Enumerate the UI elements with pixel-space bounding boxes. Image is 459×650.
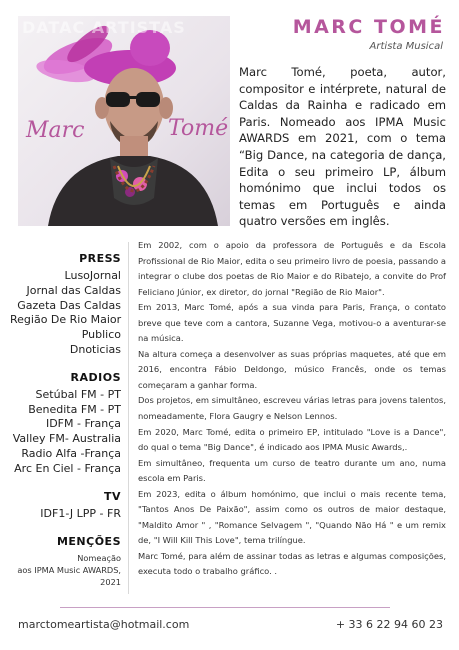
press-item: LusoJornal <box>64 269 121 282</box>
artist-name: MARC TOMÉ <box>292 16 445 38</box>
mentions-section <box>10 535 121 588</box>
press-title: PRESS <box>79 252 121 265</box>
radio-item: Arc En Ciel - França <box>14 461 121 475</box>
biography-paragraph: Em 2013, Marc Tomé, após a sua vinda para Paris, França, o contato breve que teve com a cantora, Suzanne Vega, motivou-o a aventurar-se na música. <box>138 302 446 344</box>
biography-paragraph: Em simultâneo, frequenta um curso de teatro durante um ano, numa escola em Paris. <box>138 457 446 484</box>
radio-item: Valley FM- Australia <box>12 432 121 446</box>
press-item: Dnoticias <box>69 342 121 356</box>
biography-paragraph: Dos projetos, em simultâneo, escreveu várias letras para jovens talentos, nomeadamente, Flora Gaugry e Nelson Lennos. <box>138 395 446 422</box>
biography-paragraph: Em 2002, com o apoio da professora de Português e da Escola Profissional de Rio Maior, edita o seu primeiro livro de poesia, passando a integrar o clube dos poetas de Rio Maior e do Ribatejo, a convite do Prof Feliciano Júnior, ex diretor, do jornal "Região de Rio Maior". <box>138 240 446 297</box>
signature-last-name: Tomé <box>168 116 229 141</box>
mention-line: Nomeação <box>77 553 121 564</box>
artist-photo <box>18 16 230 226</box>
radios-title: RADIOS <box>70 370 121 384</box>
radio-item: Benedita FM - PT <box>28 402 121 416</box>
artist-bio: Marc Tomé, poeta, autor, compositor e intérprete, natural de Caldas da Rainha e radicado em Paris. Nomeado aos IPMA Music AWARDS em 2021, com o tema “Big Dance, na categoria de dança, Edita o seu primeiro LP, álbum homónimo que inclui todos os temas em Português e ainda quatro versões em inglês. <box>239 65 446 229</box>
radio-item: Radio Alfa -França <box>21 446 121 460</box>
press-item: Jornal das Caldas <box>26 283 121 297</box>
radio-item: IDFM - França <box>45 417 121 431</box>
tv-section <box>10 490 121 522</box>
mentions-title: MENÇÕES <box>56 535 121 549</box>
press-item: Gazeta Das Caldas <box>17 298 121 312</box>
press-item: Publico <box>81 328 121 342</box>
mention-line: 2021 <box>100 577 121 588</box>
biography-paragraph: Em 2020, Marc Tomé, edita o primeiro EP, intitulado "Love is a Dance", do qual o tema "Big Dance", é indicado aos IPMA Music Awards,. <box>138 426 446 453</box>
artist-role: Artista Musical <box>369 41 443 52</box>
press-section <box>10 252 121 358</box>
radios-section <box>10 371 121 477</box>
biography-paragraph: Marc Tomé, para além de assinar todas as letras e algumas composições, executa todo o trabalho gráfico. . <box>138 550 446 577</box>
footer-divider <box>60 607 390 608</box>
press-item: Região De Rio Maior <box>10 313 122 327</box>
contact-phone[interactable]: + 33 6 22 94 60 23 <box>335 618 443 631</box>
biography-paragraph: Na altura começa a desenvolver as suas próprias maquetes, até que em 2016, encontra Fábio Deldongo, músico Francês, onde os temas começaram a ganhar forma. <box>138 348 446 390</box>
tv-item: IDF1-J LPP - FR <box>40 506 121 520</box>
photo-watermark: DATAC ARTISTAS <box>22 18 186 37</box>
column-divider <box>128 242 129 594</box>
radio-item: Setúbal FM - PT <box>35 387 121 401</box>
sidebar <box>10 252 121 601</box>
signature-first-name: Marc <box>26 118 85 143</box>
mention-line: aos IPMA Music AWARDS, <box>17 565 121 576</box>
tv-title: TV <box>103 489 121 503</box>
biography-paragraph: Em 2023, edita o álbum homónimo, que inclui o mais recente tema, "Tantos Anos De Paixão", assim como os outros de maior destaque, "Maldito Amor " , "Romance Selvagem ", "Quando Não Há " e um remix de, "I Will Kill This Love", tema trilíngue. <box>138 488 446 546</box>
biography-text <box>138 238 446 580</box>
contact-email[interactable]: marctomeartista@hotmail.com <box>18 618 190 631</box>
